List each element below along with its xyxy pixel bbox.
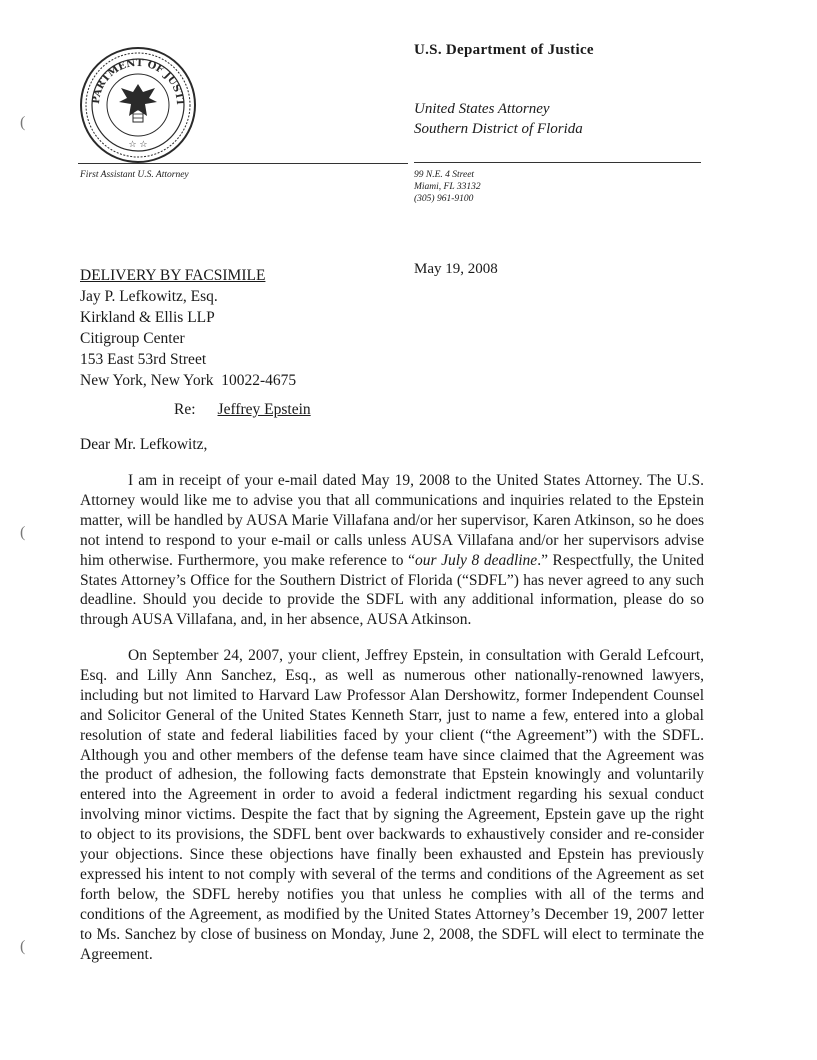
address-line-1: 99 N.E. 4 Street — [414, 170, 475, 180]
delivery-method: DELIVERY BY FACSIMILE — [80, 267, 266, 284]
recipient-name: Jay P. Lefkowitz, Esq. — [80, 288, 218, 305]
address-line-3: (305) 961-9100 — [414, 194, 474, 204]
doj-seal — [79, 46, 197, 164]
seal-icon — [79, 46, 197, 164]
recipient-firm: Kirkland & Ellis LLP — [80, 309, 215, 326]
margin-mark-2: ( — [20, 524, 26, 541]
paragraph-1-part-a: I am in receipt of your e-mail dated May 19, 2008 to the United States Attorney. The U.S. Attorney would like me to advise you that all communications and inquiries related to the Epstein matter, will be handled by AUSA Marie Villafana and/or her supervisor, Karen Atkinson, so he does not intend to respond to your e-mail or calls unless AUSA Villafana and/or her supervisors advise him otherwise. Furthermore, you make reference to “ — [80, 472, 704, 569]
office-name — [414, 99, 583, 139]
address-line-2: Miami, FL 33132 — [414, 182, 481, 192]
recipient-city: New York, New York 10022-4675 — [80, 372, 297, 389]
office-line-2: Southern District of Florida — [414, 121, 583, 137]
letterhead-rule-right — [414, 162, 701, 163]
body-paragraph-2 — [80, 646, 704, 965]
margin-mark-3: ( — [20, 938, 26, 955]
recipient-block — [80, 265, 296, 391]
paragraph-1-quote: our July 8 deadline — [415, 551, 538, 569]
margin-mark-1: ( — [20, 114, 26, 131]
svg-text:DEPARTMENT OF JUSTICE: PARTMENT OF JUSTI — [90, 57, 186, 105]
re-line — [174, 401, 311, 419]
first-assistant-caption: First Assistant U.S. Attorney — [80, 170, 189, 180]
svg-text:☆ ☆: ☆ ☆ — [128, 140, 148, 150]
paragraph-2-text: On September 24, 2007, your client, Jeffrey Epstein, in consultation with Gerald Lefcourt, Esq. and Lilly Ann Sanchez, Esq., as well as numerous other nationally-renowned lawyers, including but not limited to Harvard Law Professor Alan Dershowitz, former Independent Counsel and Solicitor General of the United States Kenneth Starr, just to name a few, entered into a global resolution of state and federal liabilities faced by your client (“the Agreement”) with the SDFL. Although you and other members of the defense team have since claimed that the Agreement was the product of adhesion, the following facts demonstrate that Epstein knowingly and voluntarily entered into the Agreement in order to avoid a federal indictment regarding his sexual conduct involving minor victims. Despite the fact that by signing the Agreement, Epstein gave up the right to object to its provisions, the SDFL bent over backwards to exhaustively consider and re-consider your objections. Since these objections have finally been exhausted and Epstein has previously expressed his intent to not comply with several of the terms and conditions of the Agreement as set forth below, the SDFL hereby notifies you that unless he complies with all of the terms and conditions of the Agreement, as modified by the United States Attorney’s December 19, 2007 letter to Ms. Sanchez by close of business on Monday, June 2, 2008, the SDFL will elect to terminate the Agreement. — [80, 647, 704, 963]
salutation: Dear Mr. Lefkowitz, — [80, 436, 208, 453]
body-paragraph-1 — [80, 471, 704, 630]
recipient-street: 153 East 53rd Street — [80, 351, 207, 368]
recipient-building: Citigroup Center — [80, 330, 185, 347]
letter-date: May 19, 2008 — [414, 261, 498, 277]
agency-name: U.S. Department of Justice — [414, 42, 594, 58]
office-line-1: United States Attorney — [414, 101, 550, 117]
paragraph-1-part-b: .” Respectfully, the United States Attorney’s Office for the Southern District of Florida (“SDFL”) has never agreed to any such deadline. Should you decide to provide the SDFL with any additional information, please do so through AUSA Villafana, and, in her absence, AUSA Atkinson. — [80, 551, 704, 629]
letterhead-rule-left — [78, 163, 408, 164]
re-subject: Jeffrey Epstein — [217, 401, 311, 418]
re-label: Re: — [174, 401, 196, 418]
office-address — [414, 169, 481, 205]
